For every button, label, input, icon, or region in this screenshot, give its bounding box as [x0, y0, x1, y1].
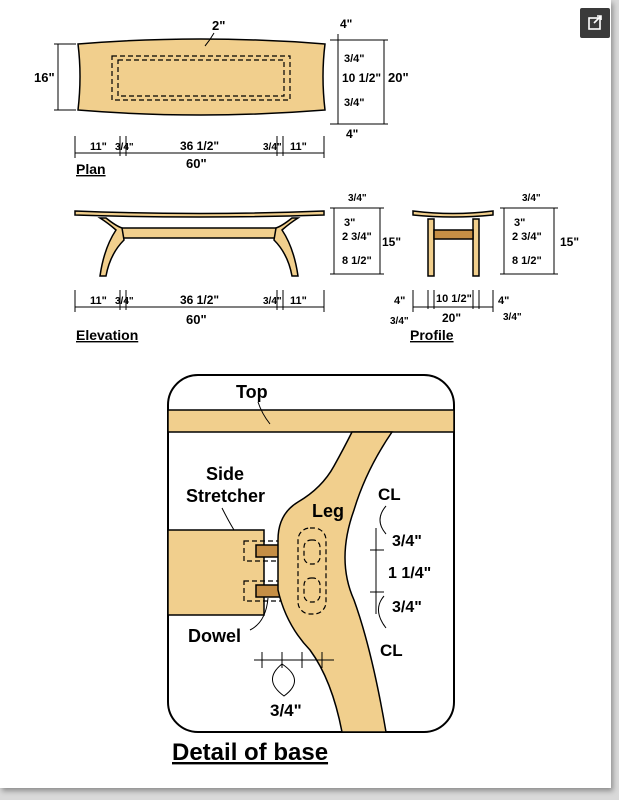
elev-label-8-half: 8 1/2"	[342, 255, 372, 267]
detail-label-stretcher: Stretcher	[186, 486, 266, 506]
elev-seg-34-left: 3/4"	[115, 296, 134, 307]
elev-seg-11-right: 11"	[290, 295, 307, 307]
plan-title: Plan	[76, 161, 106, 177]
detail-of-base	[168, 375, 454, 766]
elev-seg-36: 36 1/2"	[180, 293, 220, 307]
plan-label-16: 16"	[34, 70, 55, 85]
plan-label-20: 20"	[388, 70, 409, 85]
plan-label-34-a: 3/4"	[344, 53, 365, 65]
plan-label-2: 2"	[212, 18, 226, 33]
plan-view	[34, 17, 409, 177]
detail-label-top: Top	[236, 382, 268, 402]
plan-seg-34-left: 3/4"	[115, 142, 134, 153]
profile-view	[390, 193, 579, 343]
profile-title: Profile	[410, 327, 454, 343]
detail-label-34-upper: 3/4"	[392, 533, 422, 550]
detail-label-1-14: 1 1/4"	[388, 565, 432, 582]
elev-label-2-34: 2 3/4"	[342, 231, 372, 243]
profile-seg-4-left: 4"	[394, 295, 406, 307]
detail-cl-lower: CL	[380, 641, 403, 660]
profile-seg-4-right: 4"	[498, 295, 510, 307]
plan-total-60: 60"	[186, 156, 207, 171]
elev-seg-34-right: 3/4"	[263, 296, 282, 307]
profile-seg-34-right: 3/4"	[503, 312, 522, 323]
plan-seg-11-left: 11"	[90, 141, 107, 153]
elev-label-34: 3/4"	[348, 193, 367, 204]
elev-label-3: 3"	[344, 217, 356, 229]
profile-seg-10-half: 10 1/2"	[436, 293, 472, 305]
profile-seg-34-left: 3/4"	[390, 316, 409, 327]
profile-label-2-34: 2 3/4"	[512, 231, 542, 243]
detail-label-34-bottom: 3/4"	[270, 701, 302, 720]
elevation-title: Elevation	[76, 327, 139, 343]
plan-label-4-top: 4"	[340, 17, 353, 31]
detail-cl-upper: CL	[378, 485, 401, 504]
elev-seg-11-left: 11"	[90, 295, 107, 307]
detail-label-dowel: Dowel	[188, 626, 242, 646]
profile-label-8-half: 8 1/2"	[512, 255, 542, 267]
plan-seg-34-right: 3/4"	[263, 142, 282, 153]
detail-label-side: Side	[206, 464, 245, 484]
profile-label-34: 3/4"	[522, 193, 541, 204]
plan-label-34-b: 3/4"	[344, 97, 365, 109]
plan-seg-11-right: 11"	[290, 141, 307, 153]
detail-title: Detail of base	[172, 739, 329, 766]
elevation-view	[75, 193, 401, 343]
profile-total-20: 20"	[442, 311, 462, 325]
external-link-icon	[580, 8, 610, 38]
elev-total-60: 60"	[186, 312, 207, 327]
detail-label-leg: Leg	[312, 501, 345, 521]
plan-label-10-half: 10 1/2"	[342, 71, 382, 85]
profile-label-15: 15"	[560, 235, 580, 249]
elev-label-15: 15"	[382, 235, 402, 249]
popout-button[interactable]	[580, 8, 610, 38]
plan-label-4-bottom: 4"	[346, 127, 359, 141]
plan-seg-36: 36 1/2"	[180, 139, 220, 153]
profile-label-3: 3"	[514, 217, 526, 229]
detail-label-34-lower: 3/4"	[392, 599, 422, 616]
